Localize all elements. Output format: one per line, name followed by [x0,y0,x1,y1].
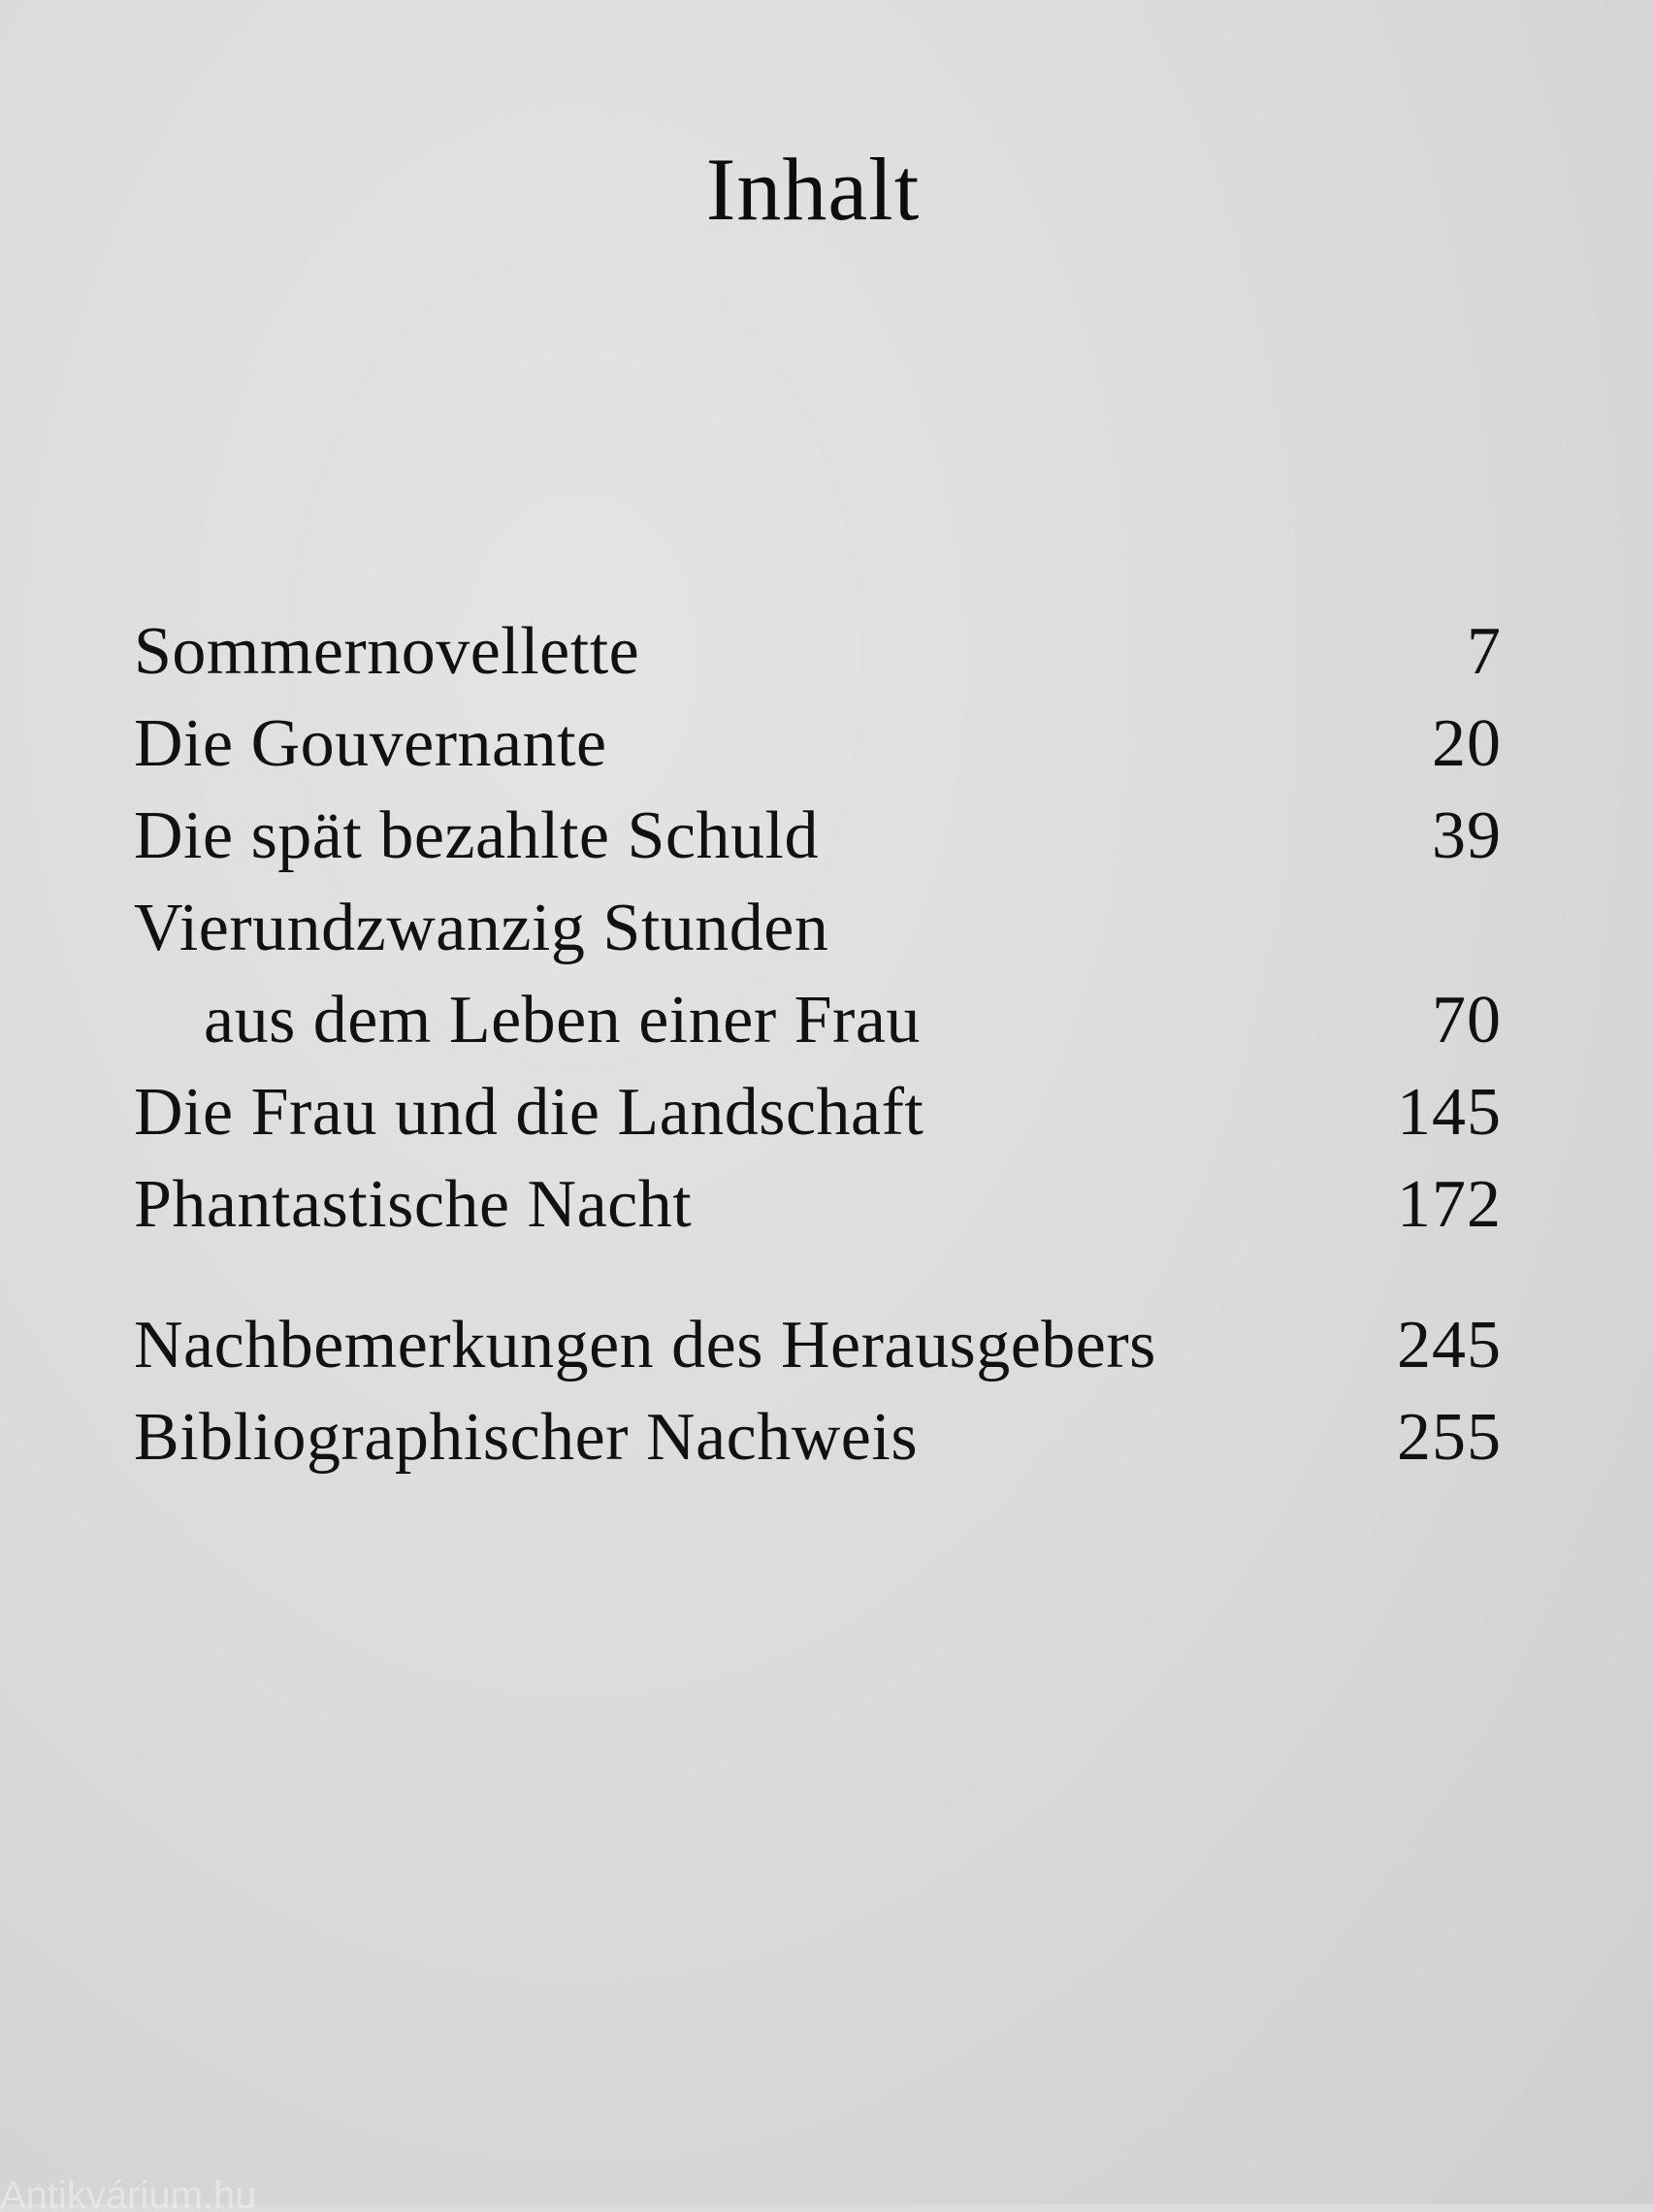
toc-entry [134,790,1502,882]
toc-entry-label: Sommernovellette [134,614,640,689]
toc-entry-page: 255 [1397,1400,1502,1475]
section-gap [134,1251,1502,1299]
watermark: Antikvárium.hu [0,2179,257,2212]
toc-entry-label: Die Frau und die Landschaft [134,1075,924,1150]
toc-entry [134,605,1502,698]
toc-entry-label: Die spät bezahlte Schuld [134,798,819,873]
toc-entry-label: Nachbemerkungen des Herausgebers [134,1308,1156,1382]
toc-entry-page: 245 [1397,1308,1502,1382]
toc-entry [134,1299,1502,1391]
toc-entry-label: Die Gouvernante [134,706,607,781]
toc-entry [134,882,1502,974]
toc-entry-page: 7 [1467,614,1502,689]
toc-entry [134,1066,1502,1158]
toc-entry-page: 145 [1397,1075,1502,1150]
toc-entry-label: Phantastische Nacht [134,1167,693,1242]
page-title: Inhalt [705,140,921,239]
toc-entry [134,698,1502,790]
toc-entry-label: Vierundzwanzig Stunden [134,891,829,965]
toc-entry-continuation [134,974,1502,1066]
toc-entry [134,1391,1502,1483]
table-of-contents [134,605,1502,1483]
toc-entry-page: 70 [1432,983,1502,1057]
toc-entry-label: aus dem Leben einer Frau [204,983,921,1057]
toc-entry-page: 172 [1397,1167,1502,1242]
toc-entry [134,1158,1502,1251]
toc-entry-label: Bibliographischer Nachweis [134,1400,919,1475]
toc-entry-page: 39 [1432,798,1502,873]
toc-entry-page: 20 [1432,706,1502,781]
